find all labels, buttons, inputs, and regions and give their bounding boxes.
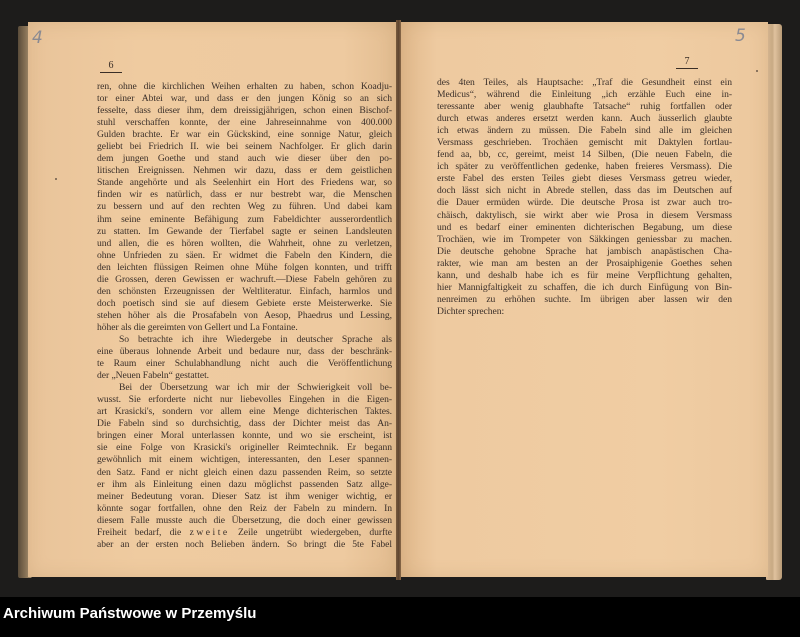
text-line: Stande angehörte und als Seelenhirt ein Hort des Friedens war, so [97, 177, 392, 189]
text-line: Bei der Übersetzung war ich mir der Schwierigkeit voll be- [119, 382, 392, 394]
text-line: stuhl verschaffen konnte, der eine Jahreseinnahme von 400.000 [97, 117, 392, 129]
text-line: teressante aber wenig glaubhafte Tatsache“ ruhig fortfallen oder [437, 101, 732, 113]
text-line-spaced [97, 527, 392, 539]
text-line: So betrachte ich ihre Wiedergebe in deutscher Sprache als [119, 333, 392, 345]
emphasized-word: zweite [189, 526, 230, 538]
left-page-body-text [97, 81, 392, 551]
text-line: den Satz. Fand er nicht gleich einen dazu passenden Reim, so setzte [97, 466, 392, 478]
text-line: wusst. Sie erforderte nicht nur liebevolles Eingehen in die Eigen- [97, 394, 392, 406]
text-line: nenreimen zu erhöhen suchte. Im übrigen aber lassen wir den [437, 293, 732, 305]
text-line: bringen einer Moral unterlassen konnte, und wo sie erscheint, ist [97, 430, 392, 442]
printed-page-number-left: 6 [100, 61, 122, 73]
pencil-folio-number-right: 5 [735, 26, 746, 46]
paper-speck [756, 70, 758, 72]
text-line: ohne Unfrieden zu säen. Er widmet die Fabeln den Kindern, die [97, 249, 392, 261]
text-line: zu bessern und auf den rechten Weg zu führen. Und dabei kam [97, 201, 392, 213]
text-line: Die deutsche gehobne Sprache hat jambisch anapästischen Cha- [437, 245, 732, 257]
archive-footer-bar [0, 597, 800, 637]
text-line: hier Mannigfaltigkeit zu schaffen, die ich durch Einfügung von Bin- [437, 281, 732, 293]
text-line: art Krasicki's, sondern vor allem eine Menge dichterischen Taktes. [97, 406, 392, 418]
text-line: könnte sogar fortfallen, ohne den Reiz der Fabeln zu mindern. In [97, 502, 392, 514]
pencil-folio-number-left: 4 [32, 28, 43, 48]
text-line: höher als die gereimten von Gellert und La Fontaine. [97, 321, 298, 333]
text-line: des 4ten Teiles, als Hauptsache: „Traf die Gesundheit einst ein [437, 77, 732, 88]
text-line: doch poetisch sind sie auf diesem Gebiete erste Meisterwerke. Sie [97, 297, 392, 309]
text-line: Die Fabeln sind so durchsichtig, dass der Dichter meist das An- [97, 418, 392, 430]
right-page-body-text [437, 77, 732, 318]
book-spine [396, 20, 401, 580]
text-line: kann, und deshalb habe ich es für meine Verpflichtung gehalten, [437, 269, 732, 281]
text-line: rakter, wie man am besten an der Prosaiphigenie Goethes sehen [437, 257, 732, 269]
text-line: die Grossen, deren Gewissen er wachruft.—Diese Fabeln gehören zu [97, 273, 392, 285]
text-line: litischen Ereignissen. Nehmen wir dazu, dass er dem geistlichen [97, 165, 392, 177]
text-line: tor einer Abtei war, und dass er den jungen König so an sich [97, 93, 392, 105]
text-line: stehen höher als die Prosafabeln von Aesop, Phaedrus und Lessing, [97, 309, 392, 321]
text-line: Versmass geschrieben. Trochäen gemischt mit Daktylen fortlau- [437, 137, 732, 149]
text-line: eine überaus lohnende Arbeit und bedaure nur, dass der beschränk- [97, 346, 392, 358]
archive-name-label: Archiwum Państwowe w Przemyślu [3, 605, 257, 622]
text-line: Gulden brachte. Er war ein Gückskind, eine sonnige Natur, gleich [97, 129, 392, 141]
text-line: dem jungen Goethe und stand auch wie dieser über den po- [97, 153, 392, 165]
text-line: fesselte, dass dieser ihm, dem dreissigjährigen, schon einen Bischof- [97, 105, 392, 117]
text-line: und es bedarf einer eminenten dichterischen Begabung, um diese [437, 221, 732, 233]
text-line: gewöhnlich mit einem wichtigen, interessanten, den Leser spannen- [97, 454, 392, 466]
text-line: ich etwas ändern zu müssen. Die Fabeln sind alle im gleichen [437, 125, 732, 137]
text-line: finden wir es natürlich, dass er nur bestrebt war, die Menschen [97, 189, 392, 201]
text-fragment: Freiheit bedarf, die [97, 526, 182, 538]
text-line: Dichter sprechen: [437, 305, 505, 317]
text-line: der „Neuen Fabeln“ gestattet. [97, 370, 210, 382]
text-line: sie eine Folge von Krasicki's origineller Reimtechnik. Er begann [97, 442, 392, 454]
text-line: und allen, die es hören wollten, die Wahrheit, ohne zu verletzen, [97, 237, 392, 249]
text-line: doch lässt sich nicht in Abrede stellen, dass das im Deutschen auf [437, 185, 732, 197]
text-line: geliebt bei Friedrich II. wie bei seinem Nachfolger. Er glich darin [97, 141, 392, 153]
text-line: te Raum einer Schulabhandlung nicht auch die Veröffentlichung [97, 358, 392, 370]
text-line: zu statten. Im Gewande der Tierfabel sagte er seinen Landsleuten [97, 225, 392, 237]
text-line: er ihm als Einleitung einen dazu möglichst passenden Satz allge- [97, 478, 392, 490]
text-line: diesem Falle musste auch die Übersetzung, die doch einer gewissen [97, 514, 392, 526]
text-line: erste Fabel des ersten Teiles giebt dieses Versmass getreu wieder, [437, 173, 732, 185]
right-page-stack-edge [766, 24, 782, 580]
text-line: aber an der ersten noch Belieben ändern. So bringt die 5te Fabel [97, 538, 392, 550]
text-line: ich später zu veröffentlichen gedenke, haben freieres Versmass). Die [437, 161, 732, 173]
text-line: fend aa, bb, cc, gereimt, meist 14 Silben, (Die neuen Fabeln, die [437, 149, 732, 161]
text-fragment: Zeile ungetrübt wiedergeben, durfte [237, 526, 392, 538]
text-line: ihm seine eminente Befähigung zum Fabeldichter ausserordentlich [97, 213, 392, 225]
paper-speck [55, 178, 57, 180]
text-line: den schönsten Erzeugnissen der Weltliteratur. Einfach, harmlos und [97, 285, 392, 297]
text-line: chäisch, daktylisch, sie wirkt aber wie Prosa in diesem Versmass [437, 209, 732, 221]
text-line: Medicus“, während die Einleitung „ich erzähle Euch eine in- [437, 89, 732, 101]
printed-page-number-right: 7 [676, 57, 698, 69]
text-line: meiner Bedeutung voran. Dieser Satz ist ihm weniger wichtig, er [97, 490, 392, 502]
text-line: Trochäen, wie im Trompeter von Säkkingen geniessbar zu machen. [437, 233, 732, 245]
text-line: den leichten flüssigen Reimen ohne Mühe folgen konnten, und trifft [97, 261, 392, 273]
text-line: ren, ohne die kirchlichen Weihen erhalten zu haben, schon Koadju- [97, 81, 392, 92]
text-line: durch etwas anderes ersetzt werden kann. Auch äusserlich glaubte [437, 113, 732, 125]
text-line: die Dauer ermüden würde. Die deutsche Prosa ist zwar auch tro- [437, 197, 732, 209]
